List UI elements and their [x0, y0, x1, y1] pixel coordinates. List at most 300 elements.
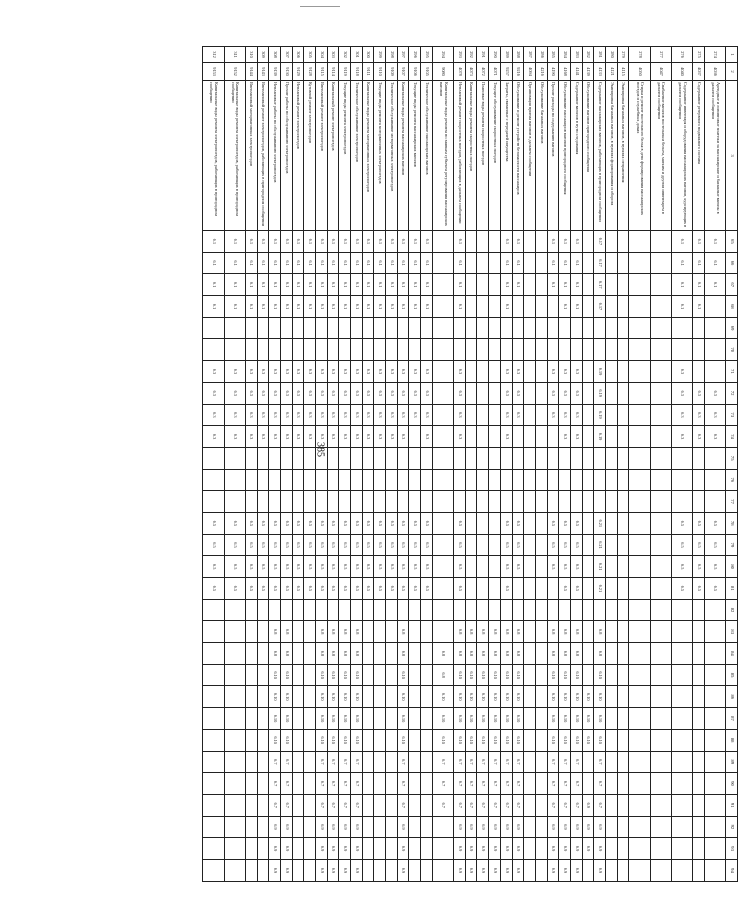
- table-cell: [535, 556, 547, 578]
- table-cell: 6.3: [374, 382, 386, 404]
- table-row: [512, 47, 524, 882]
- table-cell: 6.7: [571, 773, 583, 795]
- table-cell: [269, 469, 281, 491]
- table-cell: [693, 751, 705, 773]
- table-cell: [629, 664, 650, 686]
- table-cell: 6.3: [203, 361, 225, 383]
- table-cell: [535, 859, 547, 881]
- table-cell: 6.1: [571, 252, 583, 274]
- table-cell: [693, 708, 705, 730]
- table-cell: [606, 534, 618, 556]
- table-cell: [362, 643, 374, 665]
- table-cell: [489, 382, 501, 404]
- table-cell: [650, 382, 671, 404]
- table-cell: 6.1: [269, 252, 281, 274]
- table-cell: 6.5: [257, 534, 269, 556]
- row-code: 9216: [512, 63, 524, 81]
- table-cell: [409, 664, 421, 686]
- table-cell: [672, 859, 693, 881]
- table-cell: [257, 599, 269, 621]
- table-cell: 6.19: [594, 361, 606, 383]
- table-cell: [524, 469, 536, 491]
- table-cell: [257, 729, 269, 751]
- row-code: 4037: [693, 63, 705, 81]
- row-number: 290: [489, 47, 501, 63]
- table-cell: [489, 578, 501, 600]
- table-cell: [315, 447, 327, 469]
- table-cell: 6.3: [269, 426, 281, 448]
- table-cell: [292, 599, 304, 621]
- table-cell: 6.8: [327, 643, 339, 665]
- table-cell: [582, 317, 594, 339]
- table-cell: [582, 274, 594, 296]
- table-cell: 6.1: [327, 252, 339, 274]
- table-cell: 6.5: [559, 578, 571, 600]
- table-cell: [292, 794, 304, 816]
- table-cell: 6.1: [374, 296, 386, 318]
- table-cell: 6.21: [594, 534, 606, 556]
- table-cell: 6.8: [315, 643, 327, 665]
- table-cell: [524, 578, 536, 600]
- table-cell: [477, 469, 489, 491]
- table-cell: 6.1: [547, 252, 559, 274]
- table-cell: 6.10: [582, 686, 594, 708]
- table-cell: [477, 447, 489, 469]
- table-cell: [582, 534, 594, 556]
- table-cell: 6.8: [454, 621, 466, 643]
- table-cell: 6.8: [489, 621, 501, 643]
- row-name: Обслуживание пассажиров вагонов пригородного сообщения: [559, 81, 571, 231]
- table-cell: [650, 274, 671, 296]
- table-cell: 6.1: [386, 296, 398, 318]
- table-cell: 6.9: [315, 816, 327, 838]
- table-cell: [629, 773, 650, 795]
- table-cell: 6.9: [512, 816, 524, 838]
- table-cell: [432, 578, 453, 600]
- table-cell: 6.8: [465, 621, 477, 643]
- table-cell: [421, 773, 433, 795]
- table-cell: 6.10: [512, 686, 524, 708]
- table-cell: 6.3: [693, 404, 705, 426]
- table-cell: 6.3: [245, 426, 257, 448]
- row-number: 288: [512, 47, 524, 63]
- table-cell: 6.10: [339, 686, 351, 708]
- table-cell: [672, 491, 693, 513]
- table-cell: [224, 664, 245, 686]
- table-cell: 6.7: [477, 794, 489, 816]
- table-cell: [421, 469, 433, 491]
- table-cell: 6.1: [421, 252, 433, 274]
- table-cell: 6.5: [512, 534, 524, 556]
- table-cell: 6.10: [339, 729, 351, 751]
- table-cell: [489, 274, 501, 296]
- table-cell: [454, 339, 466, 361]
- table-cell: [617, 469, 629, 491]
- table-cell: [650, 296, 671, 318]
- table-cell: 6.9: [454, 816, 466, 838]
- row-number: 282: [582, 47, 594, 63]
- table-cell: [351, 317, 363, 339]
- table-cell: [693, 469, 705, 491]
- table-cell: 6.5: [421, 556, 433, 578]
- table-cell: [606, 729, 618, 751]
- table-cell: 6.10: [465, 664, 477, 686]
- table-cell: 6.3: [500, 426, 512, 448]
- table-cell: [582, 556, 594, 578]
- table-cell: 6.5: [559, 556, 571, 578]
- table-cell: 6.3: [224, 382, 245, 404]
- table-cell: 6.5: [421, 578, 433, 600]
- row-name: Техническое обслуживание пассажирских вагонов: [421, 81, 433, 231]
- table-cell: 6.5: [203, 556, 225, 578]
- table-cell: [477, 296, 489, 318]
- table-cell: 6.8: [477, 643, 489, 665]
- table-cell: [629, 708, 650, 730]
- table-cell: 6.5: [454, 556, 466, 578]
- table-cell: [327, 491, 339, 513]
- table-row: [269, 47, 281, 882]
- table-cell: 6.3: [672, 404, 693, 426]
- table-cell: [421, 339, 433, 361]
- table-cell: 6.10: [339, 708, 351, 730]
- table-cell: [362, 816, 374, 838]
- table-cell: [606, 361, 618, 383]
- table-cell: 6.3: [500, 382, 512, 404]
- table-cell: 6.1: [292, 274, 304, 296]
- table-cell: [617, 231, 629, 253]
- table-cell: 6.5: [269, 512, 281, 534]
- row-code: 4047: [650, 63, 671, 81]
- table-cell: [432, 231, 453, 253]
- table-cell: 6.9: [582, 794, 594, 816]
- table-cell: 6.5: [409, 534, 421, 556]
- table-cell: [409, 426, 421, 448]
- table-cell: 6.1: [693, 231, 705, 253]
- row-number: 298: [386, 47, 398, 63]
- table-cell: 6.17: [594, 274, 606, 296]
- table-cell: [245, 859, 257, 881]
- table-cell: 6.8: [571, 643, 583, 665]
- table-cell: 6.3: [571, 382, 583, 404]
- table-cell: 6.3: [203, 404, 225, 426]
- table-cell: 6.3: [203, 426, 225, 448]
- table-cell: 6.5: [705, 534, 726, 556]
- table-cell: [629, 794, 650, 816]
- table-cell: [304, 491, 316, 513]
- table-cell: [386, 794, 398, 816]
- table-cell: [465, 361, 477, 383]
- table-cell: 6.5: [547, 512, 559, 534]
- table-cell: 6.3: [512, 404, 524, 426]
- table-cell: [629, 296, 650, 318]
- table-cell: [432, 838, 453, 860]
- table-cell: [362, 599, 374, 621]
- table-cell: [500, 447, 512, 469]
- table-cell: 6.10: [432, 708, 453, 730]
- row-name: Неплановый ремонт электропоездов: [292, 81, 304, 231]
- table-cell: 6.1: [327, 274, 339, 296]
- table-cell: [500, 469, 512, 491]
- table-cell: 6.3: [362, 382, 374, 404]
- table-cell: [203, 859, 225, 881]
- table-cell: [257, 773, 269, 795]
- table-cell: 6.7: [571, 794, 583, 816]
- table-cell: 6.8: [397, 643, 409, 665]
- table-cell: [421, 729, 433, 751]
- table-cell: 6.5: [257, 578, 269, 600]
- table-cell: [650, 599, 671, 621]
- table-cell: 6.21: [594, 578, 606, 600]
- table-cell: 6.7: [454, 773, 466, 795]
- row-name: Обслуживание и ремонт устройств безопасности пассажиров: [512, 81, 524, 231]
- table-cell: [512, 469, 524, 491]
- table-cell: [705, 794, 726, 816]
- table-cell: [650, 643, 671, 665]
- table-cell: 6.1: [409, 231, 421, 253]
- table-cell: [421, 664, 433, 686]
- table-cell: 6.10: [327, 708, 339, 730]
- table-cell: [535, 838, 547, 860]
- table-cell: 6.1: [224, 231, 245, 253]
- table-cell: 6.5: [362, 578, 374, 600]
- table-cell: 6.1: [386, 231, 398, 253]
- row-code: 9107: [397, 63, 409, 81]
- table-cell: [465, 274, 477, 296]
- table-cell: [693, 686, 705, 708]
- table-cell: [203, 794, 225, 816]
- table-cell: 6.9: [339, 838, 351, 860]
- table-cell: 6.1: [559, 274, 571, 296]
- table-cell: 6.9: [327, 838, 339, 860]
- table-cell: [571, 339, 583, 361]
- table-cell: 6.1: [500, 296, 512, 318]
- row-code: 9128: [304, 63, 316, 81]
- table-cell: [386, 729, 398, 751]
- table-cell: [705, 686, 726, 708]
- table-cell: 6.1: [693, 296, 705, 318]
- table-cell: [617, 708, 629, 730]
- table-cell: 6.9: [559, 838, 571, 860]
- table-cell: 6.10: [559, 664, 571, 686]
- table-cell: [535, 729, 547, 751]
- table-cell: 6.8: [512, 621, 524, 643]
- table-cell: 6.10: [512, 729, 524, 751]
- table-row: [327, 47, 339, 882]
- table-cell: [421, 751, 433, 773]
- row-code: 9110: [374, 63, 386, 81]
- table-cell: 6.3: [512, 361, 524, 383]
- table-cell: 6.10: [339, 664, 351, 686]
- row-name: Внеплановый моторвагонных электропоездов: [245, 81, 257, 231]
- table-cell: [224, 708, 245, 730]
- table-cell: 6.3: [269, 382, 281, 404]
- top-rule: [300, 6, 340, 7]
- table-cell: [650, 361, 671, 383]
- table-cell: 6.9: [477, 838, 489, 860]
- table-cell: [374, 621, 386, 643]
- table-cell: 6.10: [432, 729, 453, 751]
- table-cell: [362, 686, 374, 708]
- table-cell: 6.9: [489, 816, 501, 838]
- table-cell: [489, 491, 501, 513]
- table-cell: [672, 708, 693, 730]
- table-cell: 6.7: [339, 794, 351, 816]
- table-cell: [224, 816, 245, 838]
- row-number: 283: [571, 47, 583, 63]
- table-cell: 6.1: [203, 274, 225, 296]
- table-cell: [280, 339, 292, 361]
- table-cell: [477, 578, 489, 600]
- header-cell-num: 1: [726, 47, 738, 63]
- table-cell: [629, 252, 650, 274]
- header-cell-col: 82: [726, 599, 738, 621]
- table-cell: 6.1: [304, 231, 316, 253]
- table-cell: [432, 621, 453, 643]
- table-cell: 6.3: [454, 382, 466, 404]
- table-cell: 6.10: [489, 686, 501, 708]
- table-cell: [421, 317, 433, 339]
- table-cell: 6.1: [705, 231, 726, 253]
- table-cell: [315, 339, 327, 361]
- table-cell: 6.10: [454, 708, 466, 730]
- table-cell: 6.5: [339, 512, 351, 534]
- table-cell: [705, 491, 726, 513]
- header-cell-code: 2: [726, 63, 738, 81]
- table-cell: 6.9: [339, 859, 351, 881]
- table-cell: 6.3: [362, 361, 374, 383]
- table-cell: [224, 838, 245, 860]
- table-cell: 6.10: [351, 708, 363, 730]
- table-cell: [465, 231, 477, 253]
- table-cell: 6.9: [512, 838, 524, 860]
- table-cell: [606, 578, 618, 600]
- table-row: [629, 47, 650, 882]
- table-cell: [535, 708, 547, 730]
- table-row: [500, 47, 512, 882]
- table-cell: [245, 729, 257, 751]
- table-cell: 6.5: [327, 578, 339, 600]
- table-cell: 6.1: [705, 252, 726, 274]
- table-cell: [327, 447, 339, 469]
- table-cell: 6.9: [489, 859, 501, 881]
- table-cell: 6.7: [559, 751, 571, 773]
- table-cell: 6.1: [351, 274, 363, 296]
- row-name: Капитальные виды ремонта пассажирских вагонов: [397, 81, 409, 231]
- table-cell: 6.1: [559, 231, 571, 253]
- table-cell: 6.3: [559, 382, 571, 404]
- table-cell: 6.8: [432, 664, 453, 686]
- table-row: [693, 47, 705, 882]
- table-cell: [594, 491, 606, 513]
- table-cell: 6.1: [257, 274, 269, 296]
- table-cell: 6.5: [672, 556, 693, 578]
- table-cell: [203, 729, 225, 751]
- table-cell: 6.7: [547, 773, 559, 795]
- table-cell: [315, 317, 327, 339]
- table-cell: 6.7: [351, 773, 363, 795]
- row-number: 300: [362, 47, 374, 63]
- table-cell: [386, 469, 398, 491]
- table-cell: [617, 252, 629, 274]
- table-cell: [650, 621, 671, 643]
- table-row: [257, 47, 269, 882]
- table-cell: [606, 426, 618, 448]
- table-cell: [535, 751, 547, 773]
- row-code: 9106: [409, 63, 421, 81]
- table-cell: 6.10: [547, 708, 559, 730]
- table-cell: [650, 469, 671, 491]
- table-cell: [693, 643, 705, 665]
- row-number: 294: [432, 47, 453, 63]
- table-cell: [374, 447, 386, 469]
- table-cell: 6.8: [339, 643, 351, 665]
- table-cell: [524, 838, 536, 860]
- table-cell: 6.3: [280, 361, 292, 383]
- table-cell: [629, 578, 650, 600]
- table-cell: [386, 339, 398, 361]
- table-cell: [582, 491, 594, 513]
- table-cell: 6.3: [397, 404, 409, 426]
- table-cell: [489, 447, 501, 469]
- table-cell: [477, 382, 489, 404]
- table-cell: [535, 599, 547, 621]
- table-cell: [304, 686, 316, 708]
- row-name: Капитальный ремонт электропоездов: [327, 81, 339, 231]
- table-cell: [512, 447, 524, 469]
- table-cell: 6.3: [351, 426, 363, 448]
- table-cell: 6.3: [203, 382, 225, 404]
- table-cell: 6.9: [269, 859, 281, 881]
- table-cell: [292, 664, 304, 686]
- table-cell: [257, 317, 269, 339]
- table-cell: 6.5: [512, 556, 524, 578]
- table-cell: [617, 729, 629, 751]
- table-cell: [224, 773, 245, 795]
- table-cell: 6.10: [571, 664, 583, 686]
- table-cell: [672, 599, 693, 621]
- table-cell: 6.8: [547, 643, 559, 665]
- table-cell: 6.5: [280, 556, 292, 578]
- row-code: 4072: [477, 63, 489, 81]
- table-cell: 6.10: [500, 686, 512, 708]
- table-cell: [606, 556, 618, 578]
- table-cell: 6.1: [304, 252, 316, 274]
- table-cell: [559, 469, 571, 491]
- table-cell: [535, 773, 547, 795]
- table-cell: 6.5: [224, 512, 245, 534]
- table-cell: 6.5: [693, 556, 705, 578]
- table-cell: [432, 361, 453, 383]
- table-cell: [705, 317, 726, 339]
- table-cell: [245, 599, 257, 621]
- table-cell: 6.3: [547, 361, 559, 383]
- table-cell: 6.17: [594, 231, 606, 253]
- table-cell: [571, 491, 583, 513]
- table-cell: 6.1: [315, 296, 327, 318]
- table-cell: 6.5: [705, 512, 726, 534]
- table-cell: [203, 469, 225, 491]
- table-cell: [650, 859, 671, 881]
- table-cell: 6.3: [672, 382, 693, 404]
- table-cell: [203, 339, 225, 361]
- table-cell: [362, 469, 374, 491]
- table-cell: [224, 447, 245, 469]
- header-cell-col: 67: [726, 274, 738, 296]
- table-cell: 6.5: [374, 578, 386, 600]
- table-cell: [245, 838, 257, 860]
- table-cell: 6.3: [547, 382, 559, 404]
- row-number: 276: [672, 47, 693, 63]
